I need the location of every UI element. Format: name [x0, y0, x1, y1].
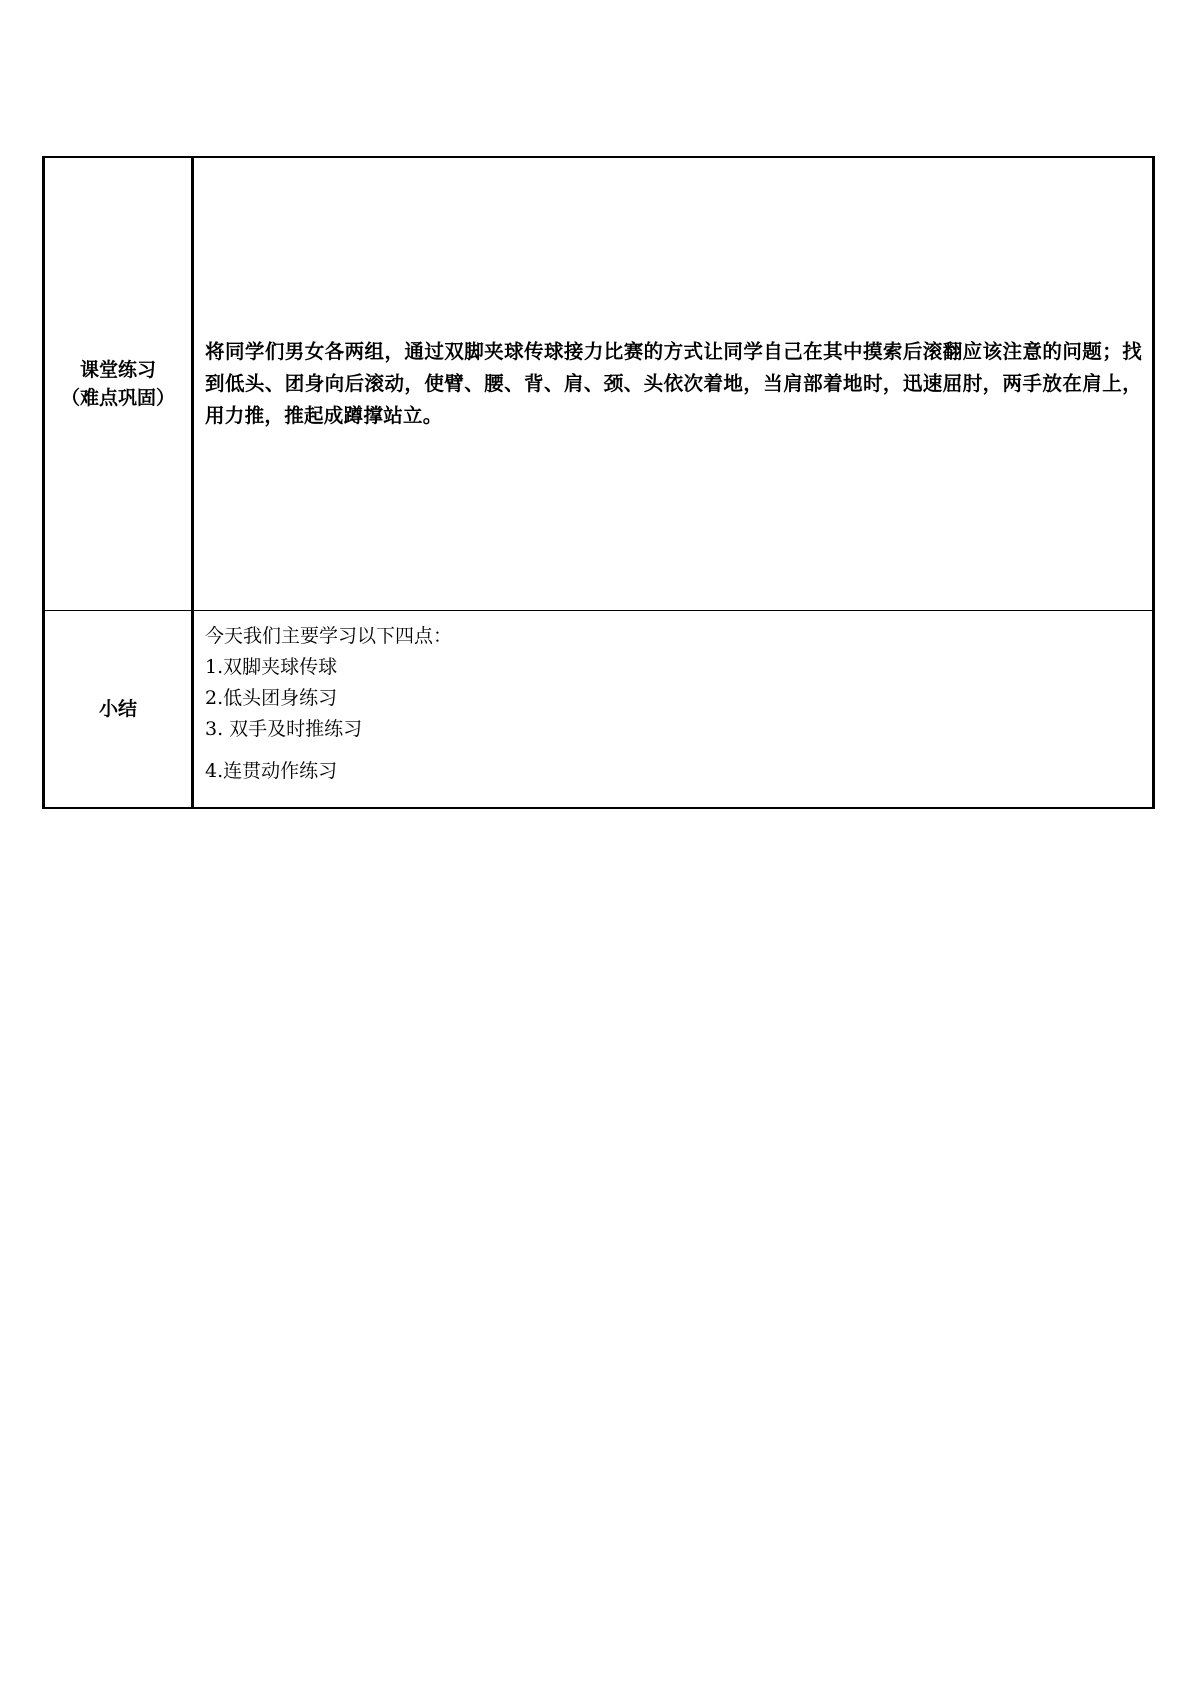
- lesson-plan-table: [42, 156, 1155, 809]
- practice-sublabel: （难点巩固）: [60, 386, 175, 409]
- practice-label-cell: [44, 157, 193, 610]
- summary-content: [193, 610, 1154, 808]
- practice-content: 将同学们男女各两组，通过双脚夹球传球接力比赛的方式让同学自己在其中摸索后滚翻应该注意的问题；找到低头、团身向后滚动，使臂、腰、背、肩、颈、头依次着地，当肩部着地时，迅速屈肘，两手放在肩上，用力推，推起成蹲撑站立。: [193, 157, 1154, 610]
- summary-item: 3. 双手及时推练习: [205, 717, 363, 740]
- summary-item: 4.连贯动作练习: [205, 759, 338, 782]
- summary-item: 2.低头团身练习: [205, 686, 338, 709]
- summary-label: 小结: [44, 610, 193, 808]
- practice-label: 课堂练习: [79, 358, 156, 381]
- summary-intro: 今天我们主要学习以下四点：: [205, 624, 453, 647]
- summary-item: 1.双脚夹球传球: [205, 655, 338, 678]
- practice-row: [44, 157, 1154, 610]
- summary-row: [44, 610, 1154, 808]
